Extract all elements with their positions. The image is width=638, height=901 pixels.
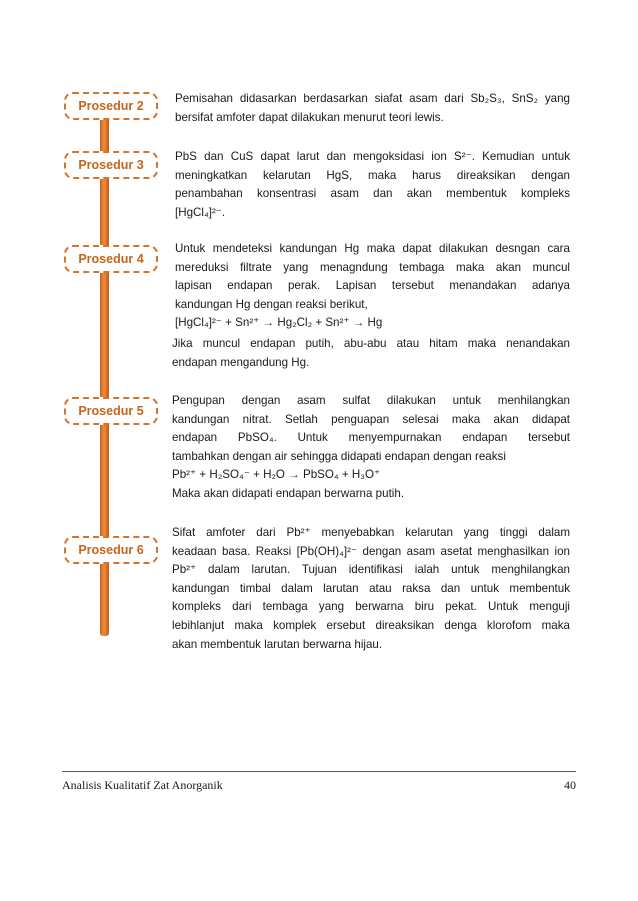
- text-line: akan membentuk larutan berwarna hijau.: [172, 637, 383, 651]
- reaction-equation: [HgCl₄]²⁻ + Sn²⁺ → Hg₂Cl₂ + Sn²⁺ → Hg: [175, 316, 383, 330]
- procedure-text-3: [175, 148, 570, 222]
- procedure-badge-5: Prosedur 5: [64, 397, 158, 425]
- text-line: [HgCl₄]²⁻.: [175, 205, 226, 219]
- text-line: keadaan basa. Reaksi [Pb(OH)₄]²⁻ dengan asam asetat menghasilkan ion: [172, 544, 570, 558]
- reaction-equation: Pb²⁺ + H₂SO₄⁻ + H₂O → PbSO₄ + H₃O⁺: [172, 468, 381, 482]
- text-line: Untuk mendeteksi kandungan Hg maka dapat dilakukan desngan cara: [175, 242, 570, 255]
- footer-title: Analisis Kualitatif Zat Anorganik: [62, 778, 223, 792]
- text-line: kompleks dari tembaga yang berwarna biru pekat. Untuk menguji: [172, 600, 570, 614]
- text-line: Pb²⁺ dalam larutan. Tujuan identifikasi ialah untuk menghilangkan: [172, 563, 570, 577]
- procedure-text-5: [172, 392, 570, 504]
- text-line: lapisan endapan perak. Lapisan tersebut menandakan adanya: [175, 279, 570, 293]
- footer-divider: [62, 771, 576, 772]
- text-line: Pemisahan didasarkan berdasarkan siafat asam dari Sb₂S₃, SnS₂ yang: [175, 92, 570, 105]
- text-line: PbS dan CuS dapat larut dan mengoksidasi ion S²⁻. Kemudian untuk: [175, 150, 570, 163]
- procedure-text-2: [175, 90, 570, 127]
- procedure-badge-4: Prosedur 4: [64, 245, 158, 273]
- text-line: bersifat amfoter dapat dilakukan menurut teori lewis.: [175, 110, 444, 124]
- text-line: lebihlanjut maka komplek ersebut direaksikan denga klorofom maka: [172, 618, 570, 632]
- procedure-text-6: [172, 524, 570, 654]
- procedure-badge-3: Prosedur 3: [64, 151, 158, 179]
- text-line: Maka akan didapati endapan berwarna putih.: [172, 486, 405, 500]
- text-line: kandungan timbal dalam larutan atau raksa dan untuk membentuk: [172, 581, 570, 595]
- text-line: penambahan konsentrasi asam dan akan membentuk kompleks: [175, 187, 570, 201]
- procedure-text-4-conclusion: [172, 335, 570, 372]
- text-line: endapan PbSO₄. Untuk menyempurnakan endapan tersebut: [172, 431, 570, 445]
- text-line: kandungan Hg dengan reaksi berikut,: [175, 297, 368, 311]
- procedure-badge-2: Prosedur 2: [64, 92, 158, 120]
- text-line: Pengupan dengan asam sulfat dilakukan untuk menhilangkan: [172, 394, 570, 407]
- text-line: meningkatkan kelarutan HgS, maka harus direaksikan dengan: [175, 168, 570, 182]
- procedure-badge-6: Prosedur 6: [64, 536, 158, 564]
- text-line: Sifat amfoter dari Pb²⁺ menyebabkan kelarutan yang tinggi dalam: [172, 526, 570, 539]
- procedure-text-4: [175, 240, 570, 333]
- text-line: endapan mengandung Hg.: [172, 355, 310, 369]
- text-line: kandungan nitrat. Setlah penguapan selesai maka akan didapat: [172, 412, 570, 426]
- text-line: tambahkan dengan air sehingga didapati endapan dengan reaksi: [172, 449, 506, 463]
- page-number: 40: [564, 778, 576, 792]
- text-line: Jika muncul endapan putih, abu-abu atau hitam maka nenandakan: [172, 337, 570, 350]
- text-line: mereduksi filtrate yang menagndung tembaga maka akan muncul: [175, 260, 570, 274]
